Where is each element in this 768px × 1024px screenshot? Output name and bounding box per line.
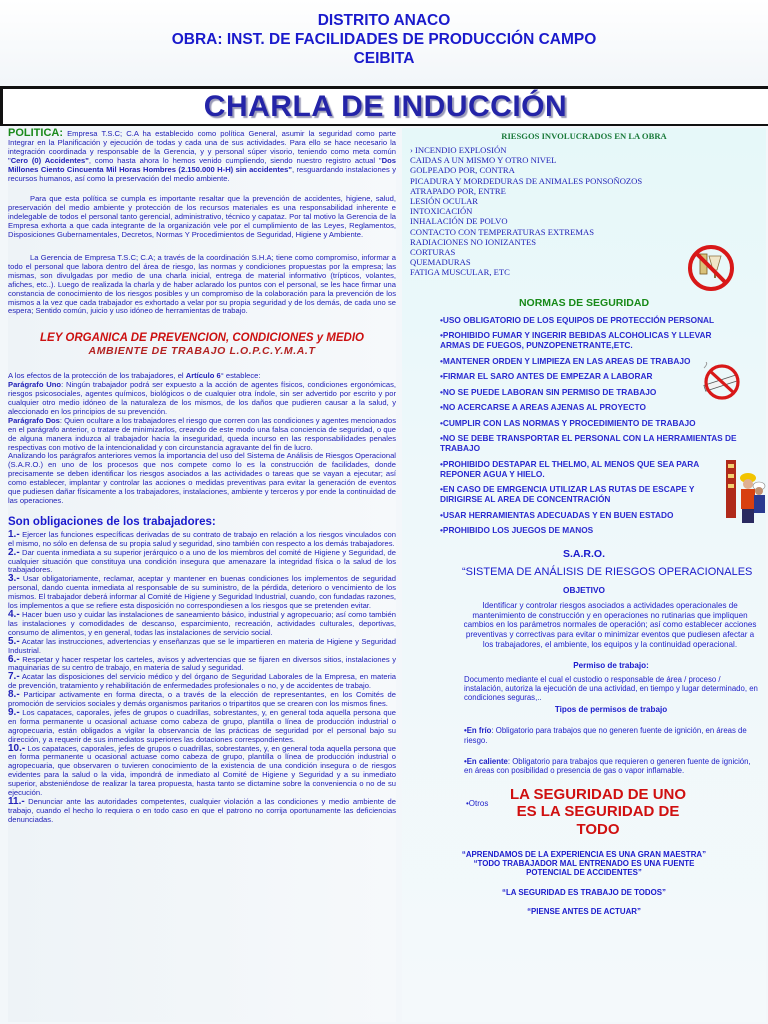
riesgo-item: RADIACIONES NO IONIZANTES — [410, 236, 537, 247]
permiso-text: Documento mediante el cual el custodio o responsable de área / proceso / instalación, autoriza la ejecución de una actividad, en tiempo y lugar determinado, en condiciones seguras,.. — [464, 674, 758, 703]
project-title: OBRA: INST. DE FACILIDADES DE PRODUCCIÓN CAMPO — [171, 31, 597, 48]
obligacion-item — [8, 608, 396, 638]
obligacion-number: 2.- — [8, 546, 20, 558]
otros-label: •Otros — [466, 798, 489, 808]
norma-item: •USAR HERRAMIENTAS ADECUADAS Y EN BUEN ESTADO — [440, 509, 674, 520]
permiso-block — [402, 661, 766, 776]
riesgo-item: PICADURA Y MORDEDURAS DE ANIMALES PONSOÑOZOS — [410, 175, 643, 186]
obligacion-item — [8, 575, 396, 611]
page-title: CHARLA DE INDUCCIÓN — [203, 90, 568, 123]
obligacion-number: 3.- — [8, 573, 20, 585]
norma-item: •NO SE PUEDE LABORAN SIN PERMISO DE TRABAJO — [440, 386, 657, 397]
normas-title: NORMAS DE SEGURIDAD — [518, 296, 650, 309]
lema-block — [402, 782, 766, 838]
document-header — [0, 0, 768, 84]
obligacion-text: Los capataces, caporales, jefes de grupos o cuadrillas, sobrestantes, y, en general toda aquella persona que en forma permanente u ocasional actuase como cabeza de grupo, plantilla o línea de producción industrial o agropecuaria, que observaren o tuvieren conocimiento de la existencia de una condición insegura o de riesgos evidentes para la salud o la vida, impondrá de inmediato al Comité de Higiene y Seguridad y a su inmediato superior, absteniéndose de realizar la tarea propuesta, hasta tanto se dictamine sobre la conveniencia o no de su ejecución. — [8, 743, 396, 798]
obligacion-item — [8, 691, 396, 709]
riesgo-item: GOLPEADO POR, CONTRA — [410, 165, 515, 176]
obligacion-item — [8, 635, 396, 656]
obligacion-number: 1.- — [8, 528, 20, 540]
obligacion-text: Participar activamente en forma directa, o a través de la elección de representantes, en los Comités de promoción de servicios sociales y demás organismos paritarios o tripartitos que se crearen con los mismos fines. — [8, 690, 396, 709]
politica-paragraph-3: La Gerencia de Empresa T.S.C; C.A; a través de la coordinación S.H.A; tiene como compromiso, informar a todo el personal que labora dentro del área de riesgo, las normas y condiciones propuestas por la empresa; las mismas, son divulgadas por medio de una charla inicial, entrega de material informativo (trípticos, volantes, afiches, etc..). Luego de realizada la charla y de haber aclarado los puntos con el personal, se les hace firmar una constancia de conocimiento de los riesgos posibles y un compromiso de la colaboración para la prevención de los mismos a la vez que cada trabajador es exhortado a velar por su propia seguridad y de los demás, de cada uno se espera; Sentido común, juicio y uso idóneo de herramientas de trabajo. — [8, 252, 396, 316]
frase-1: “APRENDAMOS DE LA EXPERIENCIA ES UNA GRAN MAESTRA” — [461, 849, 707, 859]
obligacion-text: Respetar y hacer respetar los carteles, avisos y advertencias que se fijaren en diversos sitios, instalaciones y maquinarias de su centro de trabajo, en materia de salud y seguridad. — [8, 654, 396, 673]
obligacion-item — [8, 706, 396, 745]
tipos-title: Tipos de permisos de trabajo — [554, 704, 668, 714]
obligacion-number: 4.- — [8, 608, 20, 620]
riesgo-item: QUEMADURAS — [410, 257, 471, 268]
obligacion-number: 11.- — [8, 796, 25, 807]
norma-item: •MANTENER ORDEN Y LIMPIEZA EN LAS AREAS DE TRABAJO — [440, 355, 691, 366]
no-alcohol-sign-icon — [684, 244, 738, 292]
riesgo-item: › INCENDIO EXPLOSIÓN — [410, 145, 507, 155]
lema-text: LA SEGURIDAD DE UNO ES LA SEGURIDAD DE TODO — [509, 785, 687, 838]
obligacion-text: Hacer buen uso y cuidar las instalaciones de saneamiento básico, industrial y agropecuario; así como también las instalaciones y comodidades de descanso, esparcimiento, recreación, actividades culturales, deportivas, consumo de alimentos, y en general, todas las instalaciones de servicio social. — [8, 609, 396, 637]
obligacion-text: Acatar las disposiciones del servicio médico y del órgano de Seguridad Laborales de la Empresa, en materia de prevención, tratamiento y rehabilitación de enfermedades profesionales o no, y de accidentes de trabajo. — [8, 672, 396, 691]
obligacion-text: Los capataces, caporales, jefes de grupos o cuadrillas, sobrestantes, y, en general toda aquella persona que en forma permanente u ocasional actuase como cabeza de grupo, plantilla o línea de producción industrial o agropecuaria, están obligados a vigilar la observancia de las prácticas de seguridad por el personal bajo su dirección, y a requerir de sus inmediatos superiores las dotaciones correspondientes. — [8, 707, 396, 744]
riesgo-item: FATIGA MUSCULAR, ETC — [410, 267, 510, 278]
normas-list — [402, 315, 738, 536]
paragrafo-uno: Parágrafo Uno: Ningún trabajador podrá ser expuesto a la acción de agentes físicos, condiciones ergonómicas, riesgos psicosociales, agentes químicos, biológicos o de cualquier otra índole, sin ser advertido por escrito y por cualquier otro medio idóneo de la naturaleza de los mismos, de los daños que pudieren causar a la salud, y aleccionado en los principios de su prevención. — [8, 380, 396, 416]
objetivo-title: OBJETIVO — [563, 585, 605, 596]
obligacion-number: 5.- — [8, 635, 20, 647]
riesgo-item: CAIDAS A UN MISMO Y OTRO NIVEL — [410, 155, 557, 166]
obligacion-text: Ejercer las funciones específicas derivadas de su contrato de trabajo en relación a los riesgos vinculados con el mismo, no sólo en defensa de su propia salud y seguridad, sino también con respecto a los demás trabajadores. — [8, 529, 396, 548]
left-column — [8, 128, 396, 1022]
riesgo-item: INHALACIÓN DE POLVO — [410, 216, 508, 227]
riesgo-item: LESIÓN OCULAR — [410, 196, 479, 207]
norma-item: •PROHIBIDO DESTAPAR EL THELMO, AL MENOS QUE SEA PARA REPONER AGUA Y HIELO. — [440, 458, 699, 479]
saro-title: S.A.R.O. — [562, 548, 605, 561]
obligaciones-title: Son obligaciones de los trabajadores: — [8, 515, 216, 528]
riesgos-title: RIESGOS INVOLUCRADOS EN LA OBRA — [501, 131, 667, 141]
norma-item: •NO SE DEBE TRANSPORTAR EL PERSONAL CON LA HERRAMIENTAS DE TRABAJO — [440, 433, 737, 454]
ley-line-1: LEY ORGANICA DE PREVENCION, CONDICIONES y MEDIO — [40, 332, 364, 345]
obligacion-number: 6.- — [8, 653, 20, 665]
obligacion-text: Dar cuenta inmediata a su superior jerárquico o a uno de los miembros del comité de Higiene y Seguridad, de cualquier situación que constituya una condición insegura que amenazare la integridad física o la salud de los trabajadores. — [8, 547, 396, 575]
paragrafo-dos: Parágrafo Dos: Quien ocultare a los trabajadores el riesgo que corren con las condiciones y agentes mencionados en el parágrafo anterior, o tratare de minimizarlos, creando de este modo una falsa conciencia de seguridad, o que de alguna manera induzca al trabajador hacia la inseguridad, queda incurso en las responsabilidades penales respectivas con motivo de la intencionalidad y con circunstancia agravante del fin de lucro. — [8, 415, 396, 452]
ley-heading — [8, 332, 396, 358]
norma-item: •FIRMAR EL SARO ANTES DE EMPEZAR A LABORAR — [440, 371, 653, 382]
norma-item: •EN CASO DE EMRGENCIA UTILIZAR LAS RUTAS DE ESCAPE Y DIRIGIRSE AL AREA DE CONCENTRACIÓN — [440, 484, 695, 505]
riesgo-item: INTOXICACIÓN — [410, 206, 473, 217]
obligacion-text: Denunciar ante las autoridades competentes, cualquier violación a las condiciones y medio ambiente de trabajo, cuando el hecho lo requiera o en todo caso en que el patrono no corrija oportunamente las deficiencias denunciadas. — [8, 797, 396, 824]
obligacion-item — [8, 798, 396, 825]
riesgo-item: CONTACTO CON TEMPERATURAS EXTREMAS — [410, 226, 595, 237]
ley-line-2: AMBIENTE DE TRABAJO L.O.P.C.Y.M.A.T — [88, 345, 316, 358]
obligacion-number: 10.- — [8, 742, 26, 754]
obligacion-number: 7.- — [8, 671, 20, 683]
obligaciones-list — [8, 528, 396, 825]
field-name: CEIBITA — [353, 50, 415, 67]
permiso-title: Permiso de trabajo: — [573, 661, 649, 671]
frase-4: “PIENSE ANTES DE ACTUAR” — [527, 906, 641, 916]
frases-block — [402, 850, 766, 916]
riesgo-item: CORTURAS — [410, 247, 456, 258]
articulo-intro: A los efectos de la protección de los trabajadores, el Artículo 6° establece: — [8, 371, 261, 381]
frase-2: “TODO TRABAJADOR MAL ENTRENADO ES UNA FUENTE POTENCIAL DE ACCIDENTES” — [473, 859, 695, 878]
riesgo-item: ATRAPADO POR, ENTRE — [410, 185, 506, 196]
analizando-paragraph: Analizando los parágrafos anteriores vemos la importancia del uso del Sistema de Análisis de Riesgos Operacional (S.A.R.O.) en uno de los procesos que nos compete como lo es la construcción de facilidades, donde precisamente se deben identificar los riesgos asociados a las actividades o tareas que se vayan a ejecutar; así como establecer, implantar y controlar las acciones o medidas preventivas para evitar la generación de eventos que pudiesen dañar físicamente a los trabajadores, instalaciones, ambiente y terceros y por ende la continuidad de las operaciones. — [8, 451, 396, 505]
norma-item: •PROHIBIDO LOS JUEGOS DE MANOS — [440, 525, 594, 536]
right-column — [402, 128, 766, 1022]
objetivo-text: Identificar y controlar riesgos asociados a actividades operacionales de mantenimiento de construcción y en operaciones no rutinarias que impliquen cambios en los parámetros normales de operación; así como establecer acciones preventivas y correctivas para evitar o minimizar eventos que pudiesen afectar a los trabajadores, el ambiente, los equipos y la continuidad operacional. — [463, 601, 757, 649]
norma-item: •PROHIBIDO FUMAR Y INGERIR BEBIDAS ALCOHOLICAS Y LLEVAR ARMAS DE FUEGOS, PUNZOPENETRANTE,ETC. — [440, 330, 712, 351]
frase-3: “LA SEGURIDAD ES TRABAJO DE TODOS” — [502, 887, 666, 897]
obligacion-text: Usar obligatoriamente, reclamar, aceptar y mantener en buenas condiciones los implementos de seguridad personal, dando cuenta inmediata al responsable de su suministro, de la pérdida, deterioro o vencimiento de los mismos. El trabajador deberá informar al Comité de Higiene y Seguridad Industrial, cuando, con fundadas razones, los implementos a que se refiere esta disposición no correspondiesen a los riesgos que se pretenden evitar. — [8, 574, 396, 611]
politica-label: POLITICA: — [8, 128, 63, 139]
permiso-caliente: •En caliente: Obligatorio para trabajos que requieren o generen fuente de ignición, en áreas con posibilidad o presencia de gas o vapor inflamable. — [464, 756, 751, 776]
saro-subtitle: “SISTEMA DE ANÁLISIS DE RIESGOS OPERACIONALES — [462, 566, 753, 579]
obligacion-item — [8, 653, 396, 674]
title-banner — [0, 86, 768, 126]
politica-paragraph-2: Para que esta política se cumpla es importante resaltar que la prevención de accidentes, higiene, salud, preservación del medio ambiente y protección de los recursos materiales es una responsabilidad inherente e indelegable de todos el personal tanto gerencial, administrativo, técnico y capataz. Por tal motivo la Gerencia de la Empresa exhorta a que cada integrante de la organización vele por el cumplimiento de las Leyes, Reglamentos, Disposiciones Gubernamentales, Decretos, Normas Y Procedimientos de Seguridad, Higiene y Ambiente. — [8, 194, 396, 240]
district-title: DISTRITO ANACO — [317, 12, 451, 29]
politica-paragraph-1: POLITICA: Empresa T.S.C; C.A ha establecido como política General, asumir la seguridad como parte Integrar en la Planificación y ejecución de todas y cada una de sus actividades. Para ello se hace necesario la integración coordinada y responsable de la Gerencia, y y personal súper visorio, teniendo como meta común "Cero (0) Accidentes", como hasta ahora lo hemos venido cumpliendo, siendo nuestro registro actual "Dos Millones Ciento Cincuenta Mil Horas Hombres (2.150.000 H-H) sin accidentes", resguardando instalaciones y recursos humanos, así como la preservación del medio ambiente. — [8, 128, 396, 183]
norma-item: •USO OBLIGATORIO DE LOS EQUIPOS DE PROTECCIÓN PERSONAL — [440, 314, 715, 325]
obligacion-text: Acatar las instrucciones, advertencias y enseñanzas que se le impartieren en materia de Higiene y Seguridad Industrial. — [8, 636, 396, 655]
obligacion-item — [8, 546, 396, 576]
obligacion-item — [8, 528, 396, 549]
obligacion-number: 8.- — [8, 689, 20, 701]
norma-item: •CUMPLIR CON LAS NORMAS Y PROCEDIMIENTO DE TRABAJO — [440, 417, 696, 428]
safety-workers-icon — [724, 456, 766, 526]
no-smoking-sign-icon — [698, 362, 748, 402]
permiso-frio: •En frío: Obligatorio para trabajos que no generen fuente de ignición, en áreas de riesgo. — [464, 726, 747, 745]
obligacion-number: 9.- — [8, 706, 20, 718]
norma-item: •NO ACERCARSE A AREAS AJENAS AL PROYECTO — [440, 402, 646, 413]
obligacion-item — [8, 742, 396, 798]
obligacion-item — [8, 673, 396, 691]
